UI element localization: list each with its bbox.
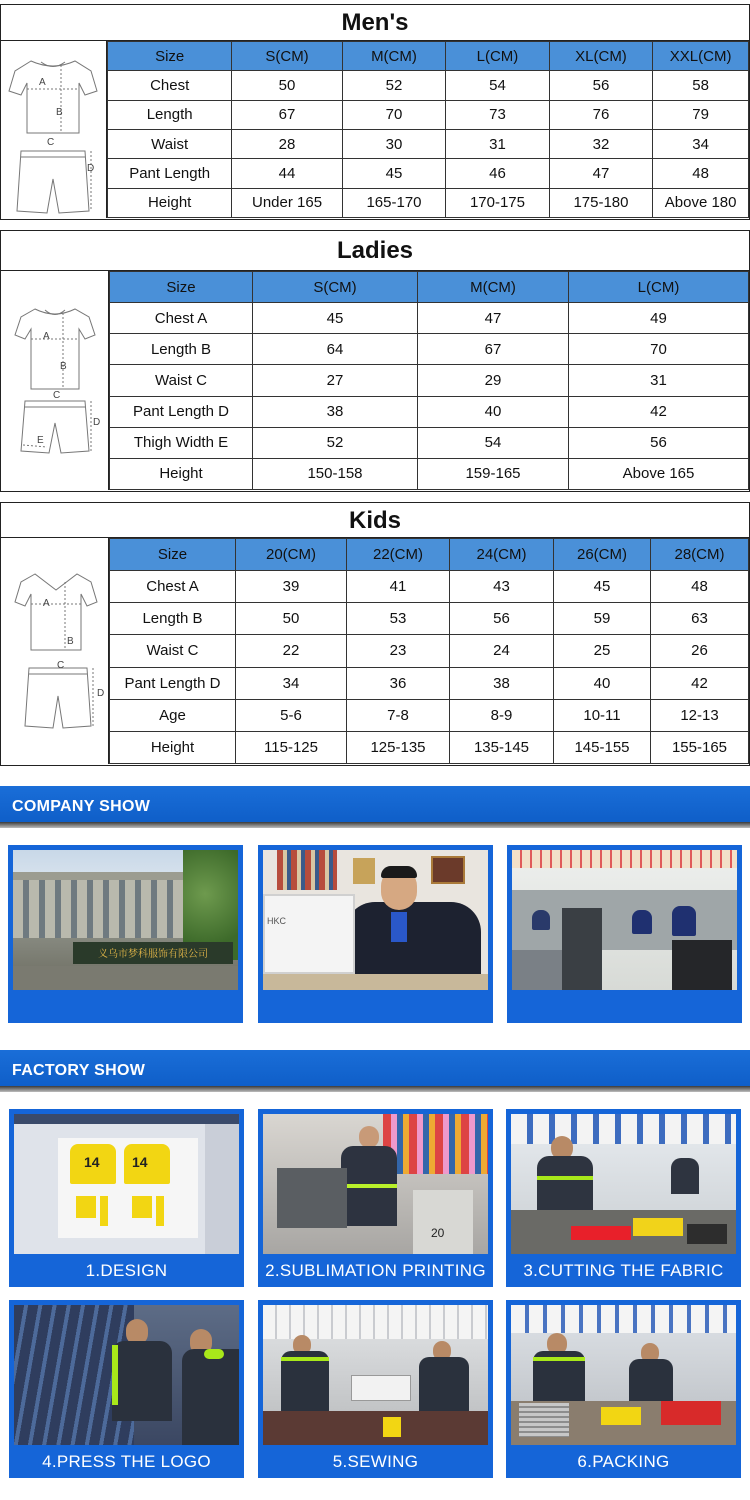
kids-title: Kids [1, 503, 749, 538]
row-label: Waist C [110, 635, 236, 667]
table-cell: 70 [569, 334, 749, 365]
ladies-title: Ladies [1, 231, 749, 271]
kids-garment-diagram [1, 538, 109, 764]
table-cell: 34 [653, 129, 749, 158]
table-cell: 39 [236, 571, 347, 603]
table-cell: 56 [569, 427, 749, 458]
table-row [110, 635, 749, 667]
diagram-label-a: A [43, 331, 50, 342]
row-label: Pant Length D [110, 667, 236, 699]
table-cell: 45 [253, 303, 418, 334]
header-cell: 20(CM) [236, 539, 347, 571]
row-label: Thigh Width E [110, 427, 253, 458]
diagram-label-e: E [37, 435, 44, 446]
row-label: Waist [108, 129, 232, 158]
table-cell: 31 [446, 129, 549, 158]
table-cell: 29 [418, 365, 569, 396]
table-cell: 40 [554, 667, 651, 699]
company-photo-frame [8, 845, 243, 1023]
design-photo [14, 1114, 239, 1254]
header-cell: Size [108, 42, 232, 71]
table-cell: 8-9 [450, 699, 554, 731]
header-cell: 24(CM) [450, 539, 554, 571]
table-row [110, 427, 749, 458]
mens-size-table [107, 41, 749, 218]
table-cell: 36 [347, 667, 450, 699]
table-cell: 48 [651, 571, 749, 603]
ladies-size-table [109, 271, 749, 490]
table-cell: 24 [450, 635, 554, 667]
step-caption: 4.PRESS THE LOGO [42, 1452, 211, 1471]
table-row [110, 699, 749, 731]
table-cell: 30 [342, 129, 446, 158]
table-cell: 28 [232, 129, 342, 158]
diagram-label-a: A [43, 598, 50, 609]
table-cell: 135-145 [450, 731, 554, 763]
factory-show-title: FACTORY SHOW [12, 1062, 146, 1079]
table-cell: 5-6 [236, 699, 347, 731]
table-cell: 47 [418, 303, 569, 334]
ladies-size-chart [0, 230, 750, 492]
diagram-label-d: D [97, 688, 105, 699]
table-cell: 52 [253, 427, 418, 458]
table-cell: 175-180 [549, 188, 653, 217]
table-cell: 125-135 [347, 731, 450, 763]
row-label: Chest A [110, 571, 236, 603]
table-cell: Above 180 [653, 188, 749, 217]
table-row [108, 188, 749, 217]
table-cell: 41 [347, 571, 450, 603]
kids-size-chart [0, 502, 750, 766]
table-cell: 115-125 [236, 731, 347, 763]
header-cell: S(CM) [232, 42, 342, 71]
table-cell: 70 [342, 100, 446, 129]
table-cell: 43 [450, 571, 554, 603]
table-cell: 47 [549, 159, 653, 188]
table-cell: Under 165 [232, 188, 342, 217]
company-photo-frame [507, 845, 742, 1023]
packing-photo [511, 1305, 736, 1445]
header-cell: XXL(CM) [653, 42, 749, 71]
table-cell: 31 [569, 365, 749, 396]
table-row [110, 334, 749, 365]
table-cell: 50 [232, 71, 342, 100]
row-label: Pant Length [108, 159, 232, 188]
table-row [108, 100, 749, 129]
table-cell: 56 [549, 71, 653, 100]
header-cell: 28(CM) [651, 539, 749, 571]
diagram-label-d: D [93, 417, 101, 428]
table-row [110, 458, 749, 489]
mens-title: Men's [1, 5, 749, 41]
diagram-label-d: D [87, 163, 95, 174]
table-cell: Above 165 [569, 458, 749, 489]
cutting-fabric-photo [511, 1114, 736, 1254]
kids-size-table [109, 538, 749, 764]
header-cell: L(CM) [569, 272, 749, 303]
table-cell: 54 [418, 427, 569, 458]
table-cell: 79 [653, 100, 749, 129]
table-cell: 32 [549, 129, 653, 158]
table-row [110, 303, 749, 334]
mens-size-chart [0, 4, 750, 220]
table-cell: 42 [651, 667, 749, 699]
header-cell: XL(CM) [549, 42, 653, 71]
table-cell: 67 [232, 100, 342, 129]
header-cell: 22(CM) [347, 539, 450, 571]
header-cell: S(CM) [253, 272, 418, 303]
header-cell: L(CM) [446, 42, 549, 71]
factory-step-card [258, 1300, 493, 1478]
office-workers-photo [512, 850, 737, 990]
banner-divider [0, 822, 750, 828]
table-row [110, 667, 749, 699]
table-cell: 45 [342, 159, 446, 188]
table-cell: 10-11 [554, 699, 651, 731]
factory-step-card [258, 1109, 493, 1287]
table-cell: 67 [418, 334, 569, 365]
table-cell: 23 [347, 635, 450, 667]
table-cell: 53 [347, 603, 450, 635]
row-label: Length [108, 100, 232, 129]
table-cell: 42 [569, 396, 749, 427]
table-cell: 12-13 [651, 699, 749, 731]
row-label: Height [110, 458, 253, 489]
table-cell: 155-165 [651, 731, 749, 763]
monitor-brand: HKC [267, 916, 287, 926]
table-cell: 49 [569, 303, 749, 334]
table-cell: 54 [446, 71, 549, 100]
row-label: Chest [108, 71, 232, 100]
table-cell: 27 [253, 365, 418, 396]
table-row [110, 731, 749, 763]
table-cell: 56 [450, 603, 554, 635]
row-label: Age [110, 699, 236, 731]
row-label: Pant Length D [110, 396, 253, 427]
table-row [108, 71, 749, 100]
table-cell: 45 [554, 571, 651, 603]
press-logo-photo [14, 1305, 239, 1445]
table-cell: 25 [554, 635, 651, 667]
table-cell: 73 [446, 100, 549, 129]
table-row [108, 129, 749, 158]
company-sign: 义乌市梦科服饰有限公司 [98, 949, 208, 960]
table-cell: 58 [653, 71, 749, 100]
header-cell: M(CM) [342, 42, 446, 71]
row-label: Length B [110, 603, 236, 635]
table-cell: 159-165 [418, 458, 569, 489]
row-label: Waist C [110, 365, 253, 396]
table-row [110, 603, 749, 635]
mens-garment-diagram [1, 41, 107, 218]
diagram-label-c: C [57, 660, 65, 671]
diagram-label-a: A [39, 77, 46, 88]
office-manager-photo [263, 850, 488, 990]
jersey-number: 14 [84, 1154, 100, 1170]
diagram-label-c: C [47, 137, 55, 148]
table-row [110, 396, 749, 427]
step-caption: 1.DESIGN [85, 1261, 168, 1280]
table-cell: 64 [253, 334, 418, 365]
table-cell: 48 [653, 159, 749, 188]
table-cell: 63 [651, 603, 749, 635]
step-caption: 3.CUTTING THE FABRIC [523, 1261, 724, 1280]
header-cell: Size [110, 272, 253, 303]
table-cell: 150-158 [253, 458, 418, 489]
company-show-title: COMPANY SHOW [12, 798, 151, 815]
table-row [110, 365, 749, 396]
diagram-label-b: B [60, 361, 67, 372]
row-label: Height [108, 188, 232, 217]
table-row [108, 159, 749, 188]
table-header-row [110, 272, 749, 303]
table-header-row [110, 539, 749, 571]
table-cell: 22 [236, 635, 347, 667]
jersey-number: 14 [132, 1154, 148, 1170]
table-cell: 46 [446, 159, 549, 188]
diagram-label-b: B [56, 107, 63, 118]
table-cell: 40 [418, 396, 569, 427]
table-cell: 7-8 [347, 699, 450, 731]
machine-number: 20 [431, 1226, 445, 1240]
table-cell: 76 [549, 100, 653, 129]
factory-building-photo [13, 850, 238, 990]
step-caption: 2.SUBLIMATION PRINTING [265, 1261, 486, 1280]
step-caption: 6.PACKING [577, 1452, 670, 1471]
table-cell: 50 [236, 603, 347, 635]
row-label: Height [110, 731, 236, 763]
table-cell: 26 [651, 635, 749, 667]
table-cell: 170-175 [446, 188, 549, 217]
row-label: Length B [110, 334, 253, 365]
banner-divider [0, 1086, 750, 1092]
table-cell: 145-155 [554, 731, 651, 763]
factory-step-card [506, 1300, 741, 1478]
step-caption: 5.SEWING [332, 1452, 419, 1471]
table-cell: 59 [554, 603, 651, 635]
diagram-label-b: B [67, 636, 74, 647]
table-cell: 34 [236, 667, 347, 699]
table-cell: 38 [253, 396, 418, 427]
table-cell: 38 [450, 667, 554, 699]
table-cell: 44 [232, 159, 342, 188]
sewing-photo [263, 1305, 488, 1445]
table-header-row [108, 42, 749, 71]
factory-step-card [506, 1109, 741, 1287]
table-cell: 165-170 [342, 188, 446, 217]
factory-step-card [9, 1109, 244, 1287]
row-label: Chest A [110, 303, 253, 334]
header-cell: Size [110, 539, 236, 571]
sublimation-printing-photo [263, 1114, 488, 1254]
table-cell: 52 [342, 71, 446, 100]
factory-step-card [9, 1300, 244, 1478]
table-row [110, 571, 749, 603]
header-cell: 26(CM) [554, 539, 651, 571]
company-photo-frame [258, 845, 493, 1023]
header-cell: M(CM) [418, 272, 569, 303]
ladies-garment-diagram [1, 271, 109, 490]
diagram-label-c: C [53, 390, 61, 401]
